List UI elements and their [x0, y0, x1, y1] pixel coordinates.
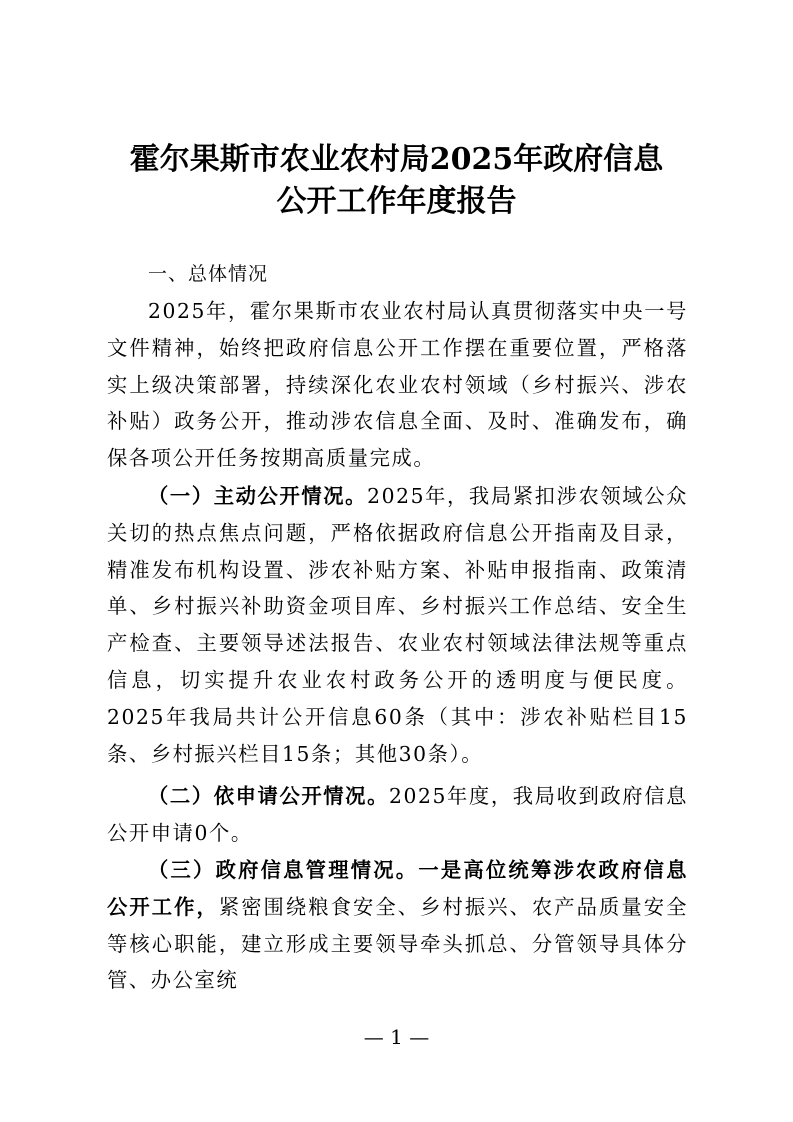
application-disclosure-heading: （二）依申请公开情况。 — [148, 784, 389, 808]
info-management-heading: （三）政府信息管理情况。 — [148, 858, 419, 882]
document-title-line-1: 霍尔果斯市农业农村局2025年政府信息 — [129, 142, 664, 177]
application-disclosure-text: 2025年度，我局收到政府信息公开申请0个。 — [107, 784, 688, 845]
intro-paragraph-text: 2025年，霍尔果斯市农业农村局认真贯彻落实中央一号文件精神，始终把政府信息公开工作摆在重要位置，严格落实上级决策部署，持续深化农业农村领域（乡村振兴、涉农补贴）政务公开，推动涉农信息全面、及时、准确发布，确保各项公开任务按期高质量完成。 — [107, 299, 688, 471]
active-disclosure-heading: （一）主动公开情况。 — [148, 484, 368, 508]
document-title-line-2: 公开工作年度报告 — [276, 184, 517, 219]
active-disclosure-paragraph — [107, 478, 688, 772]
info-management-bold-lead: 一是高位统筹涉农政府信息公开工作， — [107, 858, 689, 919]
active-disclosure-text: 2025年，我局紧扣涉农领域公众关切的热点焦点问题，严格依据政府信息公开指南及目录，精准发布机构设置、涉农补贴方案、补贴申报指南、政策清单、乡村振兴补助资金项目库、乡村振兴工作总结、安全生产检查、主要领导述法报告、农业农村领域法律法规等重点信息，切实提升农业农村政务公开的透明度与便民度。2025年我局共计公开信息60条（其中：涉农补贴栏目15条、乡村振兴栏目15条；其他30条）。 — [107, 484, 688, 766]
application-disclosure-paragraph — [107, 778, 688, 852]
page-number: — 1 — — [363, 1025, 430, 1049]
info-management-text: 紧密围绕粮食安全、乡村振兴、农产品质量安全等核心职能，建立形成主要领导牵头抓总、分管领导具体分管、办公室统 — [107, 894, 688, 993]
intro-paragraph — [107, 293, 688, 477]
info-management-paragraph — [107, 852, 688, 999]
section-heading-overview: 一、总体情况 — [148, 263, 269, 285]
